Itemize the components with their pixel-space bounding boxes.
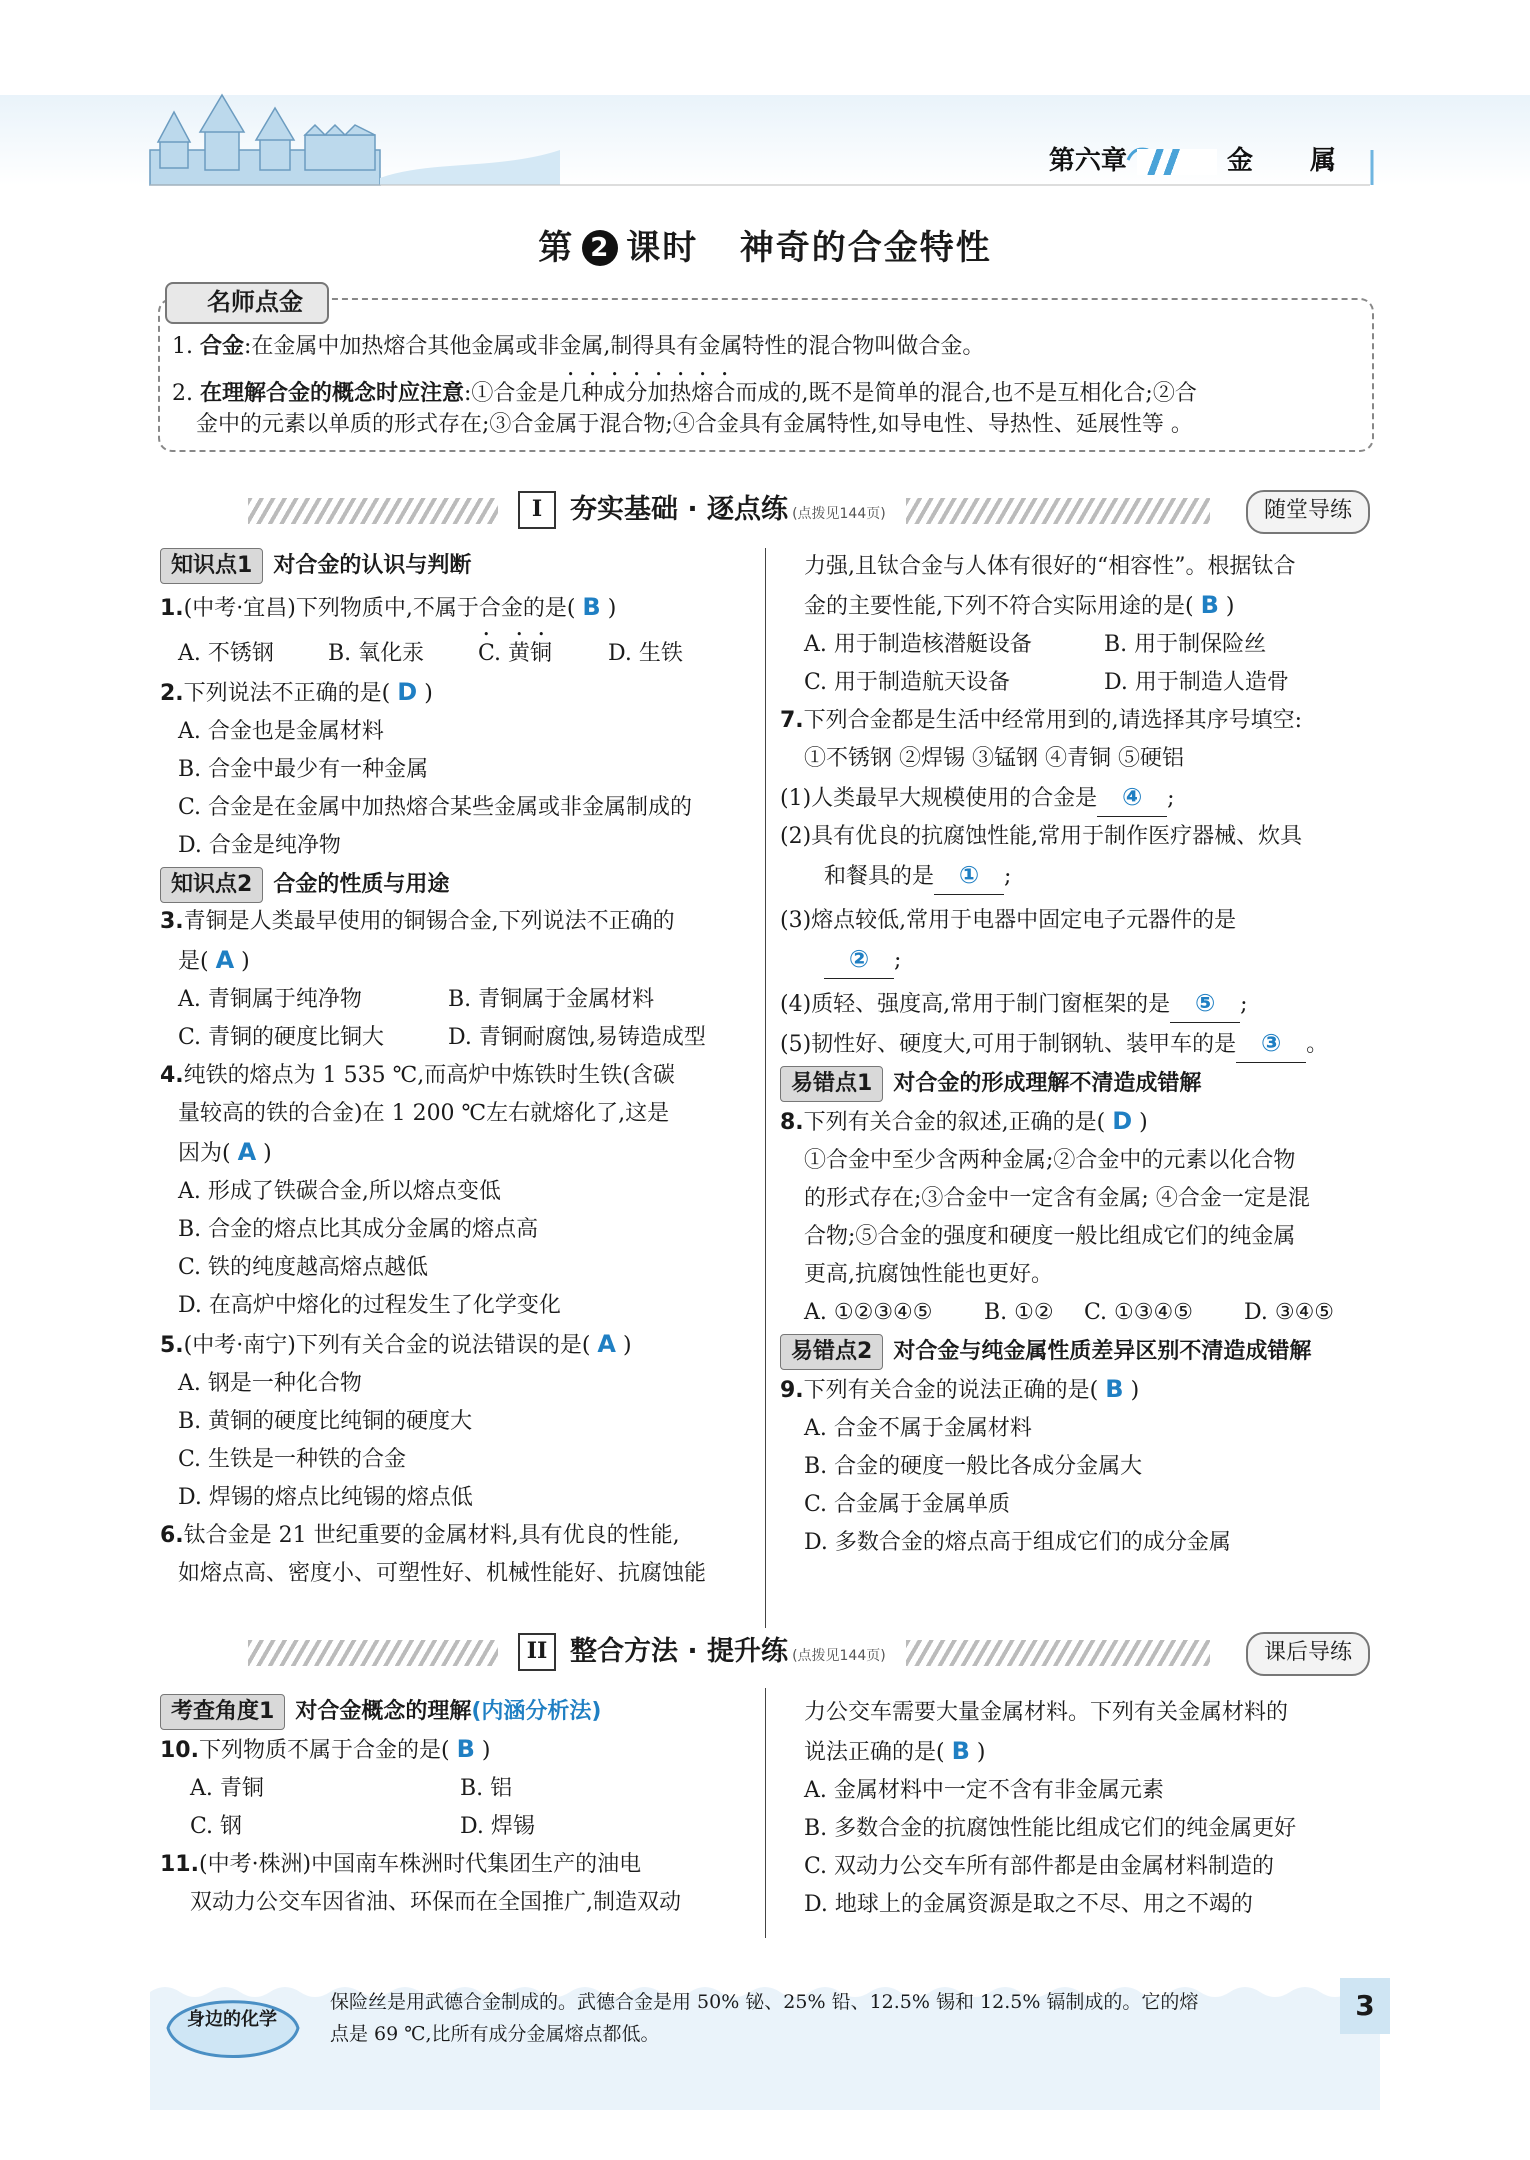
question-4-cont [160,1133,706,1173]
q-text: 下列有关合金的说法正确的是( [803,1378,1099,1403]
q-text: 合物;⑤合金的强度和硬度一般比组成它们的纯金属 [804,1224,1296,1249]
q-text: 下列说法不正确的是( [183,681,391,706]
column-divider [765,1688,766,1938]
answer: D [1112,1107,1133,1135]
q7-part-2-cont [780,856,1334,896]
question-1 [160,588,706,628]
question-10 [160,1730,681,1770]
tip-text: 而成的,既不是简单的混合,也不是互相化合;②合 [735,381,1197,406]
question-9 [780,1370,1334,1410]
q-number: 6. [160,1523,184,1548]
answer: B [951,1737,970,1765]
answer: D [397,678,418,706]
divider-stripe [1137,149,1217,175]
q-text: 。 [1306,1032,1329,1057]
option: B. ①② [984,1300,1054,1325]
option: A. 青铜属于纯净物 [178,987,362,1012]
title-prefix: 第 [538,228,575,268]
q-text: 钛合金是 21 世纪重要的金属材料,具有优良的性能, [183,1523,680,1548]
knowledge-point-2 [160,867,706,903]
q-text: 纯铁的熔点为 1 535 ℃,而高炉中炼铁时生铁(含碳 [183,1063,675,1088]
option: D. 焊锡 [460,1814,535,1839]
page-title [0,220,1530,269]
option: A. 形成了铁碳合金,所以熔点变低 [178,1179,501,1204]
q-text: ) [1139,1110,1148,1135]
answer-reference: (点拨见144页) [792,1648,886,1664]
option: A. 不锈钢 [178,641,274,666]
q-number: 7. [780,708,804,733]
options-row [160,1770,681,1808]
question-3 [160,903,706,941]
error-point-1 [780,1066,1334,1102]
option: C. 黄铜 [478,641,553,666]
q-text: 下列合金都是生活中经常用到的,请选择其序号填空: [803,708,1303,733]
q-text: 说法正确的是( [804,1740,945,1765]
q-text: 下列物质不属于合金的是( [198,1738,450,1763]
kp-title: 对合金的认识与判断 [273,553,472,578]
answer: B [582,593,601,621]
options-row [780,664,1334,702]
title-suffix: 课时 [626,228,699,268]
q-text: ) [607,596,617,621]
q-text: ; [1167,786,1175,811]
tip-line-2: 2. 在理解合金的概念时应注意:①合金是几种成分加热熔合而成的,既不是简单的混合,也不是互相化合;②合 [172,381,1197,406]
question-11-cont [780,1732,1296,1772]
question-4 [160,1057,706,1095]
answer: B [456,1735,475,1763]
section-2-bar [158,1626,1370,1678]
q-number: 2. [160,681,184,706]
q7-part-5 [780,1024,1334,1064]
section-1-bar [158,484,1370,536]
q7-part-3: (3)熔点较低,常用于电器中固定电子元器件的是 [780,908,1237,933]
left-column-1 [160,548,706,1593]
option: D. 生铁 [608,641,683,666]
tip-text: :①合金是 [464,381,560,406]
option: D. 多数合金的熔点高于组成它们的成分金属 [804,1530,1231,1555]
section-tag: 随堂导练 [1246,490,1370,534]
option: C. ①③④⑤ [1084,1300,1193,1325]
q-text: (中考·宜昌)下列物质中,不属于合金的是( [183,596,576,621]
q-text: ; [1004,864,1012,889]
question-3-cont [160,941,706,981]
options-row [160,1808,681,1846]
options-row [160,1019,706,1057]
tip-emphasis: 几种成分加热熔合 [559,381,736,406]
answer: B [1200,591,1219,619]
section-1-heading [498,490,906,530]
options-row [160,628,706,673]
answer-reference: (点拨见144页) [792,506,886,522]
question-6-cont [780,586,1334,626]
q7-part-1 [780,778,1334,818]
q-number: 1. [160,596,184,621]
kp-label: 易错点1 [780,1066,883,1102]
option: A. ①②③④⑤ [804,1300,933,1325]
kp-label: 考查角度1 [160,1694,285,1730]
q-text: 力强,且钛合金与人体有很好的“相容性”。根据钛合 [804,554,1296,579]
option: B. 多数合金的抗腐蚀性能比组成它们的纯金属更好 [804,1816,1297,1841]
question-6 [160,1517,706,1555]
lesson-name: 神奇的合金特性 [739,228,992,268]
q-text: 青铜是人类最早使用的铜锡合金,下列说法不正确的 [183,909,675,934]
chapter-topic: 金 属 [1226,146,1360,176]
q-text: 的形式存在;③合金中一定含有金属; ④合金一定是混 [804,1186,1310,1211]
q-text: 金的主要性能,下列不符合实际用途的是( [804,594,1194,619]
q-text: ) [1225,594,1235,619]
tip-line-3: 金中的元素以单质的形式存在;③合金属于混合物;④合金具有金属特性,如导电性、导热性、延展性等 。 [196,412,1193,437]
kp-title: 对合金的形成理解不清造成错解 [893,1071,1202,1096]
question-11 [160,1846,681,1884]
options-row [160,981,706,1019]
answer: A [215,946,235,974]
right-column-2 [780,1694,1296,1924]
lesson-number: 2 [582,230,618,266]
q-number: 11. [160,1852,199,1877]
kp-label: 知识点1 [160,548,263,584]
q-text: 双动力公交车因省油、环保而在全国推广,制造双动 [190,1890,681,1915]
footer-note [330,1986,1198,2050]
option: C. 用于制造航天设备 [804,670,1011,695]
q7-part-2: (2)具有优良的抗腐蚀性能,常用于制作医疗器械、炊具 [780,824,1303,849]
column-divider [765,548,766,1628]
q-number: 10. [160,1738,199,1763]
question-8 [780,1102,1334,1142]
option: B. 氧化汞 [328,641,425,666]
q-text: 如熔点高、密度小、可塑性好、机械性能好、抗腐蚀能 [178,1561,707,1586]
option: D. 在高炉中熔化的过程发生了化学变化 [178,1293,561,1318]
option: D. 地球上的金属资源是取之不尽、用之不竭的 [804,1892,1253,1917]
q-text: ) [481,1738,491,1763]
option: A. 钢是一种化合物 [178,1371,362,1396]
error-point-2 [780,1334,1334,1370]
q-text: ) [623,1333,632,1358]
q-text: ) [424,681,433,706]
section-number: II [518,1633,556,1671]
q-text: ) [241,949,250,974]
question-7 [780,702,1334,740]
option: A. 合金也是金属材料 [178,719,384,744]
q-text: 和餐具的是 [824,864,935,889]
q-text: 更高,抗腐蚀性能也更好。 [804,1262,1053,1287]
answer: A [237,1138,257,1166]
q-text: (5)韧性好、硬度大,可用于制钢轨、装甲车的是 [780,1032,1237,1057]
section-tag: 课后导练 [1246,1632,1370,1676]
chapter-number: 第六章 [1048,146,1127,176]
q-text: ) [976,1740,986,1765]
section-title: 整合方法 · 提升练 [570,1636,789,1667]
option: C. 合金属于金属单质 [804,1492,1011,1517]
tip-line-1: 1. 合金:在金属中加热熔合其他金属或非金属,制得具有金属特性的混合物叫做合金。 [172,334,985,359]
section-title: 夯实基础 · 逐点练 [570,494,789,525]
option: A. 金属材料中一定不含有非金属元素 [804,1778,1164,1803]
page-number: 3 [1340,1978,1390,2034]
section-2-heading [498,1632,906,1672]
q-text: 是( [178,949,209,974]
kp-title: 对合金概念的理解 [295,1699,472,1724]
option: B. 合金中最少有一种金属 [178,757,429,782]
option: D. 用于制造人造骨 [1104,670,1289,695]
badge-label: 身边的化学 [187,2009,277,2030]
option: D. 青铜耐腐蚀,易铸造成型 [448,1025,706,1050]
knowledge-point-1 [160,548,706,584]
option: D. ③④⑤ [1244,1300,1335,1325]
q7-part-4 [780,984,1334,1024]
option: B. 用于制保险丝 [1104,632,1267,657]
answer: ② [824,940,894,979]
q-text: ) [263,1141,272,1166]
footer-line: 点是 69 ℃,比所有成分金属熔点都低。 [330,2023,660,2045]
option: C. 合金是在金属中加热熔合某些金属或非金属制成的 [178,795,693,820]
answer: A [597,1330,616,1358]
q7-choices: ①不锈钢 ②焊锡 ③锰钢 ④青铜 ⑤硬铝 [804,746,1184,771]
q-number: 3. [160,909,184,934]
q-number: 9. [780,1378,804,1403]
q-text: ; [1240,992,1248,1017]
question-2 [160,673,706,713]
chapter-label [1049,140,1360,177]
option: C. 生铁是一种铁的合金 [178,1447,407,1472]
tip-note-heading: 在理解合金的概念时应注意 [199,381,464,406]
tip-term: 合金 [199,334,244,359]
option: D. 焊锡的熔点比纯锡的熔点低 [178,1485,473,1510]
option: A. 用于制造核潜艇设备 [804,632,1032,657]
answer: B [1105,1375,1124,1403]
option: C. 双动力公交车所有部件都是由金属材料制造的 [804,1854,1275,1879]
q-text: ①合金中至少含两种金属;②合金中的元素以化合物 [804,1148,1296,1173]
q-text: ; [894,948,902,973]
answer: ① [934,856,1004,895]
q-text: (4)质轻、强度高,常用于制门窗框架的是 [780,992,1171,1017]
q-number: 4. [160,1063,184,1088]
kp-title: 合金的性质与用途 [273,872,450,897]
q-text: (中考·南宁)下列有关合金的说法错误的是( [183,1333,591,1358]
option: B. 铝 [460,1776,513,1801]
q-number: 5. [160,1333,184,1358]
kp-label: 易错点2 [780,1334,883,1370]
footer-line: 保险丝是用武德合金制成的。武德合金是用 50% 铋、25% 铅、12.5% 锡和 12.5% 镉制成的。它的熔 [330,1991,1199,2013]
option: A. 合金不属于金属材料 [804,1416,1032,1441]
answer: ⑤ [1170,984,1240,1023]
option: A. 青铜 [190,1776,264,1801]
method-label: (内涵分析法) [471,1699,602,1724]
question-5 [160,1325,706,1365]
option: C. 铁的纯度越高熔点越低 [178,1255,429,1280]
option: B. 合金的熔点比其成分金属的熔点高 [178,1217,539,1242]
answer: ④ [1097,778,1167,817]
option: B. 合金的硬度一般比各成分金属大 [804,1454,1143,1479]
q7-part-3-cont [780,940,1334,980]
option: B. 黄铜的硬度比纯铜的硬度大 [178,1409,473,1434]
kp-label: 知识点2 [160,867,263,903]
q-text: 因为( [178,1141,231,1166]
q-text: (1)人类最早大规模使用的合金是 [780,786,1098,811]
options-row [780,626,1334,664]
q-text: 下列有关合金的叙述,正确的是( [803,1110,1106,1135]
q-text: ) [1130,1378,1140,1403]
answer: ③ [1236,1024,1306,1063]
options-row [780,1294,1334,1332]
right-column-1 [780,548,1334,1562]
left-column-2 [160,1694,681,1922]
test-angle-1 [160,1694,681,1730]
q-text: (中考·株洲)中国南车株洲时代集团生产的油电 [198,1852,642,1877]
option: D. 合金是纯净物 [178,833,341,858]
q-text: 力公交车需要大量金属材料。下列有关金属材料的 [804,1700,1289,1725]
section-number: I [518,491,556,529]
option: B. 青铜属于金属材料 [448,987,655,1012]
q-text: 量较高的铁的合金)在 1 200 ℃左右就熔化了,这是 [178,1101,670,1126]
teacher-tip-tag: 名师点金 [165,282,329,324]
q-number: 8. [780,1110,804,1135]
kp-title: 对合金与纯金属性质差异区别不清造成错解 [893,1339,1312,1364]
tip-definition: :在金属中加热熔合其他金属或非金属,制得具有金属特性的混合物叫做合金。 [244,334,985,359]
option: C. 青铜的硬度比铜大 [178,1025,385,1050]
option: C. 钢 [190,1814,243,1839]
